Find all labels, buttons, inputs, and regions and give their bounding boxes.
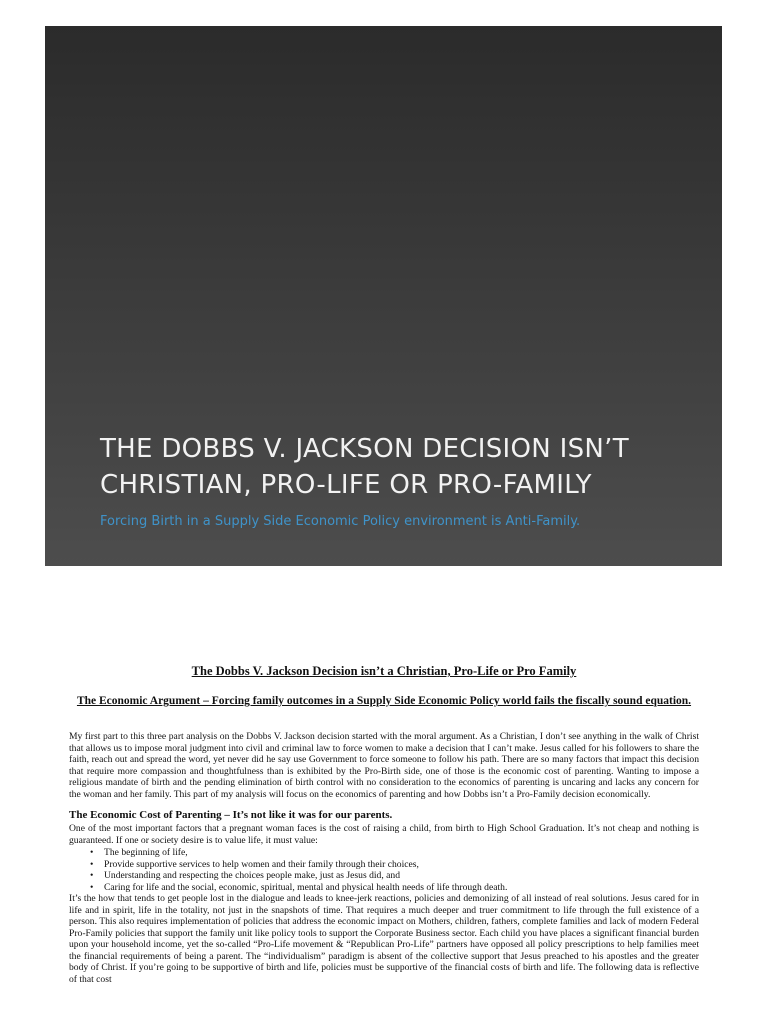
list-item: • The beginning of life, <box>104 847 699 859</box>
cover-slide <box>45 26 722 566</box>
list-item: • Provide supportive services to help women and their family through their choices, <box>104 859 699 871</box>
section-paragraph: One of the most important factors that a pregnant woman faces is the cost of raising a child, from birth to High School Graduation. It’s not cheap and nothing is guaranteed. If one or society desire is to value life, it must value: <box>69 823 699 846</box>
document-body <box>69 662 699 985</box>
list-item: • Caring for life and the social, economic, spiritual, mental and physical health needs of life through death. <box>104 882 699 894</box>
cover-title-line-1: THE DOBBS V. JACKSON DECISION ISN’T <box>100 434 629 464</box>
document-heading: The Dobbs V. Jackson Decision isn’t a Christian, Pro-Life or Pro Family <box>191 664 577 678</box>
section-heading: The Economic Cost of Parenting – It’s not like it was for our parents. <box>69 809 393 821</box>
closing-paragraph: It’s the how that tends to get people lost in the dialogue and leads to knee-jerk reactions, policies and demonizing of all instead of real solutions. Jesus cared for in life and in spirit, life in the totality, not just in the snapshots of time. That requires a much deeper and truer commitment to life through the full existence of a person. This also requires implementation of policies that address the economic impact on Mothers, children, fathers, complete families and lack of modern Federal Pro-Family policies that support the family unit like policy tools to support the Corporate Business sector. Each child you have places a significant financial burden upon your household income, yet the so-called “Pro-Life movement & “Republican Pro-Life” partners have opposed all policy prescriptions to help families meet the financial requirements of being a parent. The “individualism” paradigm is absent of the collective support that Jesus preached to his apostles and the greater body of Christ. If you’re going to be supportive of birth and life, policies must be supportive of the financial costs of birth and life. The following data is reflective of that cost <box>69 893 699 985</box>
cover-subtitle: Forcing Birth in a Supply Side Economic Policy environment is Anti-Family. <box>100 514 581 529</box>
list-item: • Understanding and respecting the choices people make, just as Jesus did, and <box>104 870 699 882</box>
value-list <box>69 847 699 893</box>
document-subheading: The Economic Argument – Forcing family outcomes in a Supply Side Economic Policy world fails the fiscally sound equation. <box>76 695 692 707</box>
intro-paragraph: My first part to this three part analysis on the Dobbs V. Jackson decision started with the moral argument. As a Christian, I don’t see anything in the walk of Christ that allows us to impose moral judgment into civil and criminal law to force women to make a decision that I can’t make. Jesus called for his followers to share the faith, reach out and spread the word, yet never did he say use Government to force someone to follow his path. There are so many factors that impact this decision that require more compassion and thoughtfulness than is exhibited by the Pro-Birth side, one of those is the economic cost of parenting. Wanting to impose a religious mandate of birth and the pending elimination of birth control with no consideration to the economics of parenting is uncaring and lacks any concern for the woman and her family. This part of my analysis will focus on the economics of parenting and how Dobbs isn’t a Pro-Family decision economically. <box>69 731 699 800</box>
cover-title-line-2: CHRISTIAN, PRO-LIFE OR PRO-FAMILY <box>100 470 592 500</box>
cover-title <box>100 431 700 503</box>
